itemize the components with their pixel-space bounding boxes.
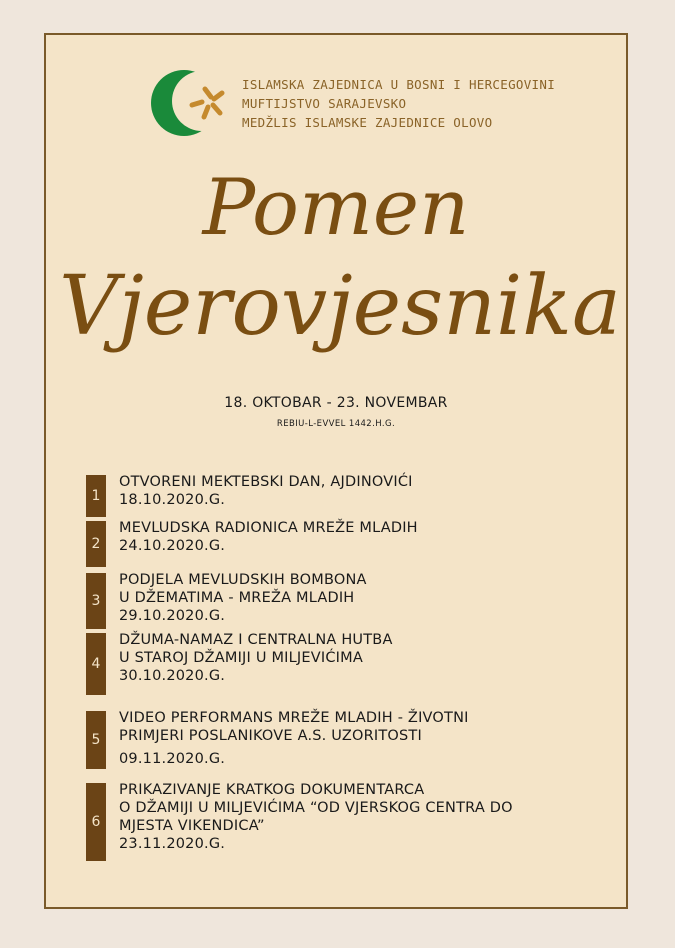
- event-text: [119, 473, 413, 509]
- event-text: [119, 631, 393, 685]
- event-line: DŽUMA-NAMAZ I CENTRALNA HUTBA: [119, 632, 393, 648]
- event-date: 09.11.2020.G.: [119, 751, 226, 767]
- event-date: 18.10.2020.G.: [119, 492, 226, 508]
- title-line-1: Pomen: [202, 163, 470, 253]
- event-number: 6: [86, 783, 106, 861]
- title-line-2: Vjerovjesnika: [59, 259, 621, 354]
- org-line-2: MUFTIJSTVO SARAJEVSKO: [242, 96, 407, 111]
- event-number: 4: [86, 633, 106, 695]
- event-text: [119, 571, 367, 625]
- event-line: PODJELA MEVLUDSKIH BOMBONA: [119, 572, 367, 588]
- event-line: MJESTA VIKENDICA”: [119, 818, 265, 834]
- event-number: 1: [86, 475, 106, 517]
- event-date: 24.10.2020.G.: [119, 538, 226, 554]
- poster: [44, 33, 628, 909]
- event-text: [119, 781, 513, 853]
- date-range: 18. OKTOBAR - 23. NOVEMBAR: [224, 395, 448, 411]
- event-line: U STAROJ DŽAMIJI U MILJEVIĆIMA: [119, 650, 363, 666]
- crescent-star-icon: [148, 65, 234, 145]
- event-date: 23.11.2020.G.: [119, 836, 226, 852]
- event-number: 3: [86, 573, 106, 629]
- event-line: OTVORENI MEKTEBSKI DAN, AJDINOVIĆI: [119, 474, 413, 490]
- event-date: 29.10.2020.G.: [119, 608, 226, 624]
- event-line: VIDEO PERFORMANS MREŽE MLADIH - ŽIVOTNI: [119, 710, 469, 726]
- event-date: 30.10.2020.G.: [119, 668, 226, 684]
- event-number: 2: [86, 521, 106, 567]
- event-line: O DŽAMIJI U MILJEVIĆIMA “OD VJERSKOG CENTRA DO: [119, 800, 513, 816]
- event-text: [119, 519, 418, 555]
- hijri-date: REBIU-L-EVVEL 1442.H.G.: [276, 419, 396, 429]
- event-line: PRIKAZIVANJE KRATKOG DOKUMENTARCA: [119, 782, 425, 798]
- org-line-1: ISLAMSKA ZAJEDNICA U BOSNI I HERCEGOVINI: [242, 77, 556, 92]
- event-line: U DŽEMATIMA - MREŽA MLADIH: [119, 590, 355, 606]
- event-number: 5: [86, 711, 106, 769]
- event-text: [119, 709, 469, 768]
- event-line: PRIMJERI POSLANIKOVE A.S. UZORITOSTI: [119, 728, 422, 744]
- event-line: MEVLUDSKA RADIONICA MREŽE MLADIH: [119, 520, 418, 536]
- org-line-3: MEDŽLIS ISLAMSKE ZAJEDNICE OLOVO: [242, 115, 493, 130]
- organization-header: [242, 75, 555, 132]
